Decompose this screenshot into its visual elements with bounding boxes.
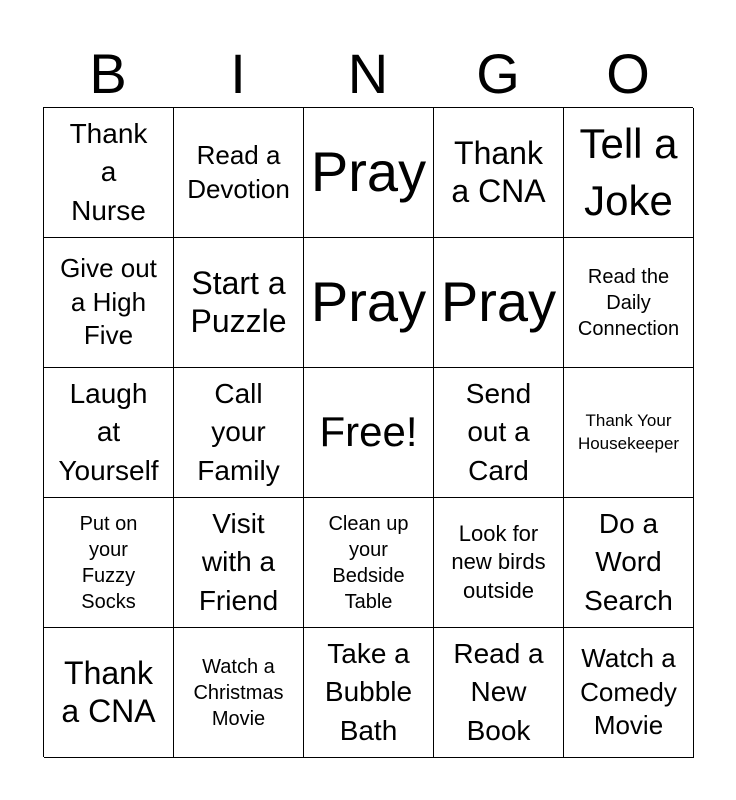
bingo-cell-r4-c3[interactable] — [304, 498, 434, 628]
cell-label: Look for new birds outside — [451, 520, 546, 603]
cell-label: Give out a High Five — [60, 252, 157, 351]
cell-label: Watch a Christmas Movie — [193, 655, 284, 730]
cell-label: Call your Family — [197, 377, 280, 486]
bingo-cell-r3-c2[interactable] — [174, 368, 304, 498]
bingo-cell-r5-c5[interactable] — [564, 628, 694, 758]
bingo-cell-r1-c3[interactable] — [304, 108, 434, 238]
bingo-cell-r1-c1[interactable] — [44, 108, 174, 238]
bingo-cell-r1-c2[interactable] — [174, 108, 304, 238]
cell-label: Read the Daily Connection — [577, 265, 680, 340]
cell-label: Start a Puzzle — [190, 264, 287, 339]
cell-label: Visit with a Friend — [198, 507, 279, 616]
bingo-cell-r3-c4[interactable] — [434, 368, 564, 498]
cell-label: Pray — [310, 140, 427, 204]
header-letter-b: B — [89, 42, 127, 105]
cell-label: Free! — [319, 408, 418, 456]
cell-label: Laugh at Yourself — [58, 377, 159, 486]
cell-label: Take a Bubble Bath — [324, 637, 413, 746]
cell-label: Clean up your Bedside Table — [328, 512, 409, 613]
cell-label: Tell a Joke — [579, 119, 678, 224]
cell-label: Send out a Card — [465, 377, 532, 486]
bingo-cell-r5-c1[interactable] — [44, 628, 174, 758]
cell-label: Read a New Book — [453, 637, 544, 746]
cell-label: Pray — [310, 270, 427, 334]
bingo-cell-r4-c5[interactable] — [564, 498, 694, 628]
bingo-cell-r2-c1[interactable] — [44, 238, 174, 368]
bingo-cell-r3-c1[interactable] — [44, 368, 174, 498]
bingo-cell-r5-c4[interactable] — [434, 628, 564, 758]
bingo-cell-r4-c1[interactable] — [44, 498, 174, 628]
bingo-cell-r3-c3[interactable] — [304, 368, 434, 498]
bingo-cell-r4-c4[interactable] — [434, 498, 564, 628]
cell-label: Pray — [440, 270, 557, 334]
bingo-grid — [43, 107, 693, 757]
bingo-cell-r3-c5[interactable] — [564, 368, 694, 498]
bingo-cell-r2-c3[interactable] — [304, 238, 434, 368]
cell-label: Watch a Comedy Movie — [580, 642, 677, 741]
cell-label: Thank a CNA — [61, 654, 156, 729]
bingo-cell-r2-c4[interactable] — [434, 238, 564, 368]
cell-label: Thank a Nurse — [69, 117, 148, 226]
bingo-cell-r2-c2[interactable] — [174, 238, 304, 368]
bingo-cell-r5-c2[interactable] — [174, 628, 304, 758]
bingo-cell-r1-c5[interactable] — [564, 108, 694, 238]
cell-label: Put on your Fuzzy Socks — [79, 512, 138, 613]
cell-label: Do a Word Search — [584, 507, 673, 616]
cell-label: Read a Devotion — [187, 139, 290, 204]
header-letter-i: I — [230, 42, 246, 105]
header-letter-g: G — [476, 42, 520, 105]
header-letter-o: O — [606, 42, 650, 105]
bingo-cell-r5-c3[interactable] — [304, 628, 434, 758]
bingo-header — [43, 40, 693, 108]
header-letter-n: N — [347, 42, 389, 105]
bingo-cell-r1-c4[interactable] — [434, 108, 564, 238]
bingo-cell-r4-c2[interactable] — [174, 498, 304, 628]
bingo-cell-r2-c5[interactable] — [564, 238, 694, 368]
cell-label: Thank a CNA — [451, 134, 546, 209]
cell-label: Thank Your Housekeeper — [577, 410, 680, 453]
